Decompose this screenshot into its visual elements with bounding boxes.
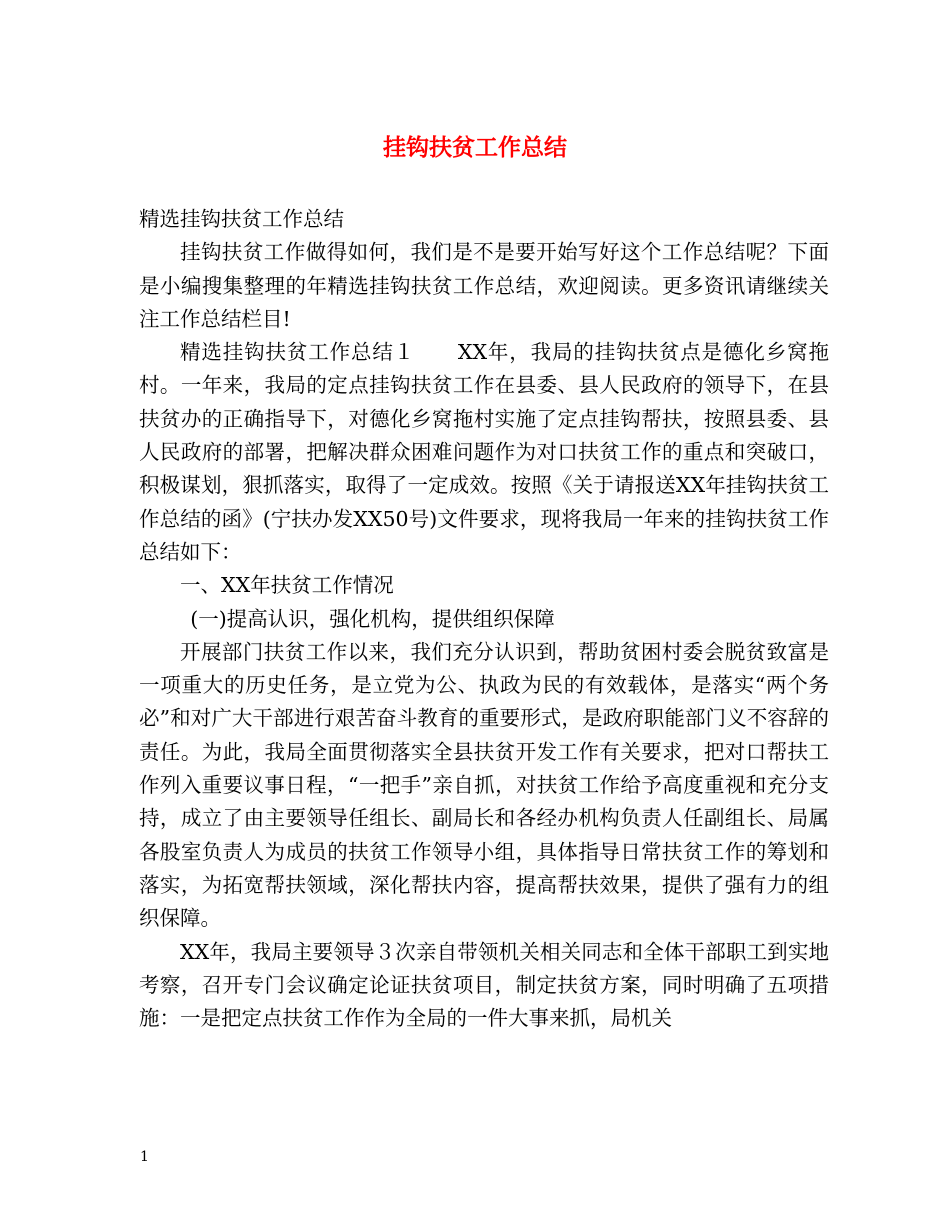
page-number: 1 bbox=[140, 1149, 149, 1165]
paragraph-intro: 挂钩扶贫工作做得如何，我们是不是要开始写好这个工作总结呢？下面是小编搜集整理的年精选挂钩扶贫工作总结，欢迎阅读。更多资讯请继续关注工作总结栏目! bbox=[139, 240, 829, 331]
document-subtitle: 精选挂钩扶贫工作总结 bbox=[139, 207, 344, 231]
subsection-heading-1: (一)提高认识，强化机构，提供组织保障 bbox=[190, 606, 555, 631]
document-body bbox=[139, 203, 829, 1035]
paragraph-body-1: 开展部门扶贫工作以来，我们充分认识到，帮助贫困村委会脱贫致富是一项重大的历史任务，是立党为公、执政为民的有效载体，是落实“两个务必”和对广大干部进行艰苦奋斗教育的重要形式，是政府职能部门义不容辞的责任。为此，我局全面贯彻落实全县扶贫开发工作有关要求，把对口帮扶工作列入重要议事日程，“一把手”亲自抓，对扶贫工作给予高度重视和充分支持，成立了由主要领导任组长、副局长和各经办机构负责人任副组长、局属各股室负责人为成员的扶贫工作领导小组，具体指导日常扶贫工作的筹划和落实，为拓宽帮扶领域，深化帮扶内容，提高帮扶效果，提供了强有力的组织保障。 bbox=[139, 639, 829, 931]
section-heading-1: 一、XX年扶贫工作情况 bbox=[180, 573, 394, 598]
document-title: 挂钩扶贫工作总结 bbox=[383, 134, 567, 161]
paragraph-summary-1: 精选挂钩扶贫工作总结１ XX年，我局的挂钩扶贫点是德化乡窝拖村。一年来，我局的定点挂钩扶贫工作在县委、县人民政府的领导下，在县扶贫办的正确指导下，对德化乡窝拖村实施了定点挂钩帮扶，按照县委、县人民政府的部署，把解决群众困难问题作为对口扶贫工作的重点和突破口，积极谋划，狠抓落实，取得了一定成效。按照《关于请报送XX年挂钩扶贫工作总结的函》(宁扶办发XX50号)文件要求，现将我局一年来的挂钩扶贫工作总结如下： bbox=[139, 340, 829, 564]
paragraph-body-2: XX年，我局主要领导３次亲自带领机关相关同志和全体干部职工到实地考察，召开专门会议确定论证扶贫项目，制定扶贫方案，同时明确了五项措施：一是把定点扶贫工作作为全局的一件大事来抓，局机关 bbox=[139, 939, 829, 1031]
